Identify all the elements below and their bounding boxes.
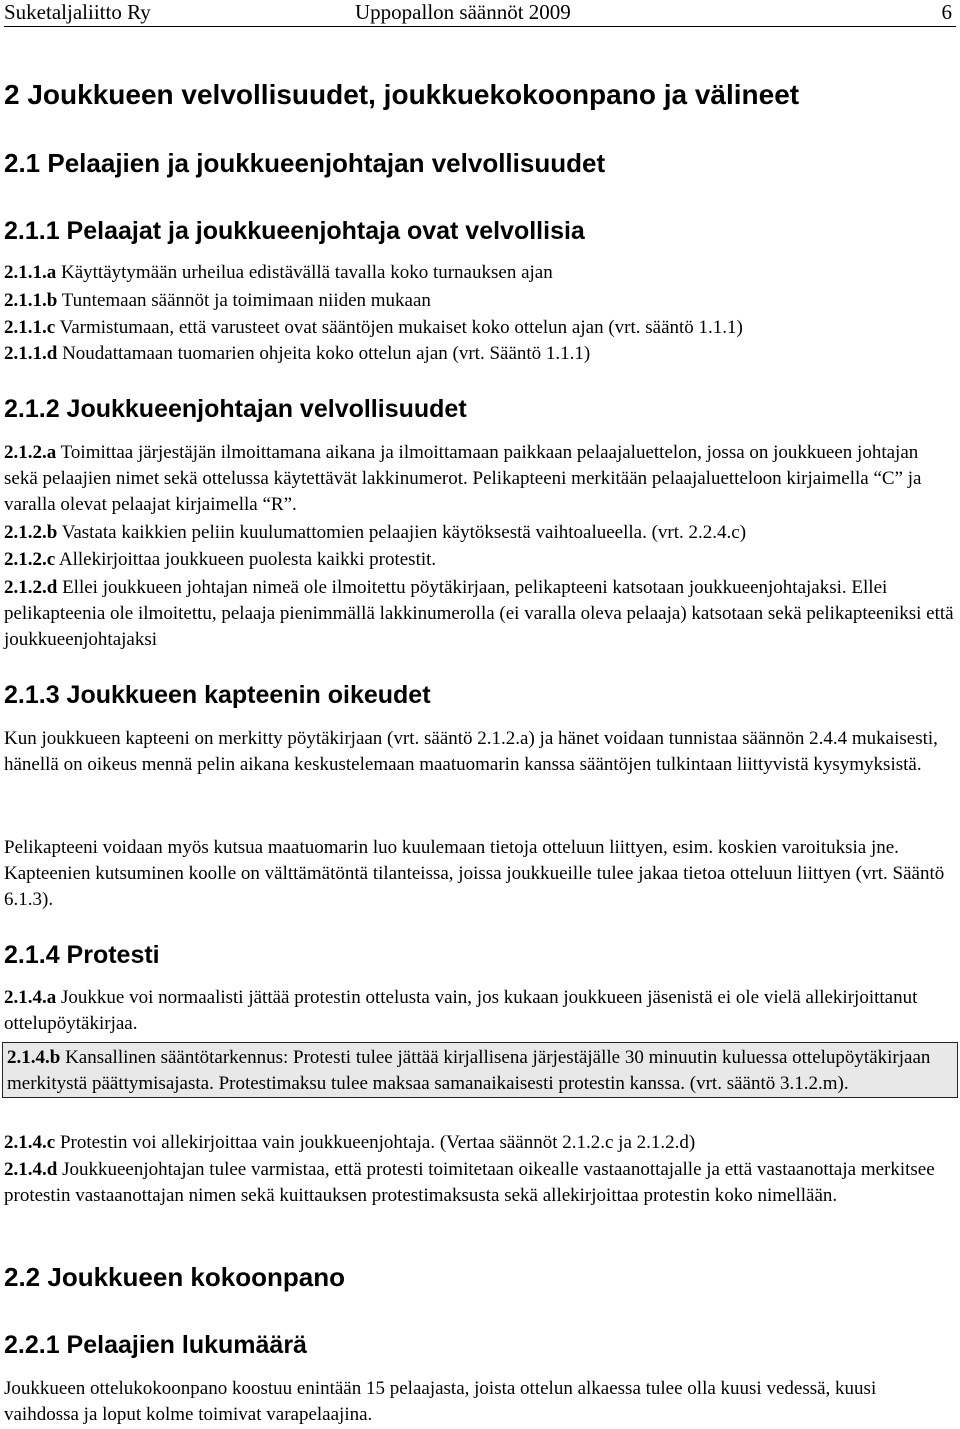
rule-number: 2.1.4.d [4,1159,58,1180]
rule-text: Toimittaa järjestäjän ilmoittamana aikana ja ilmoittamaan paikkaan pelaajaluettelon, jossa on joukkueen johtajan sekä pelaajien nimet sekä ottelussa käytettävät lakkinumerot. Pelikapteeni merkitään pelaajaluetteloon kirjaimella “C” ja varalla olevat pelaajat kirjaimella “R”. [4,442,922,515]
rule-text: Joukkue voi normaalisti jättää protestin ottelusta vain, jos kukaan joukkueen jäsenistä ei ole vielä allekirjoittanut ottelupöytäkirjaa. [4,987,918,1034]
rule-text: Käyttäytymään urheilua edistävällä tavalla koko turnauksen ajan [56,262,553,283]
section-2-1-heading: 2.1 Pelaajien ja joukkueenjohtajan velvollisuudet [4,148,606,178]
paragraph-2-1-3-b: Pelikapteeni voidaan myös kutsua maatuomarin luo kuulemaan tietoja otteluun liittyen, esim. koskien varoituksia jne. Kapteenien kutsuminen koolle on välttämätöntä tilanteissa, joissa joukkueille tulee jakaa tietoa otteluun liittyen (vrt. Sääntö 6.1.3). [4,837,945,910]
rule-number: 2.1.2.d [4,577,58,598]
rule-text: Noudattamaan tuomarien ohjeita koko ottelun ajan (vrt. Sääntö 1.1.1) [57,343,591,364]
rule-2-1-4-d [4,1157,954,1209]
rule-number: 2.1.1.c [4,317,56,338]
section-2-1-4-heading: 2.1.4 Protesti [4,941,160,969]
rule-number: 2.1.1.b [4,290,58,311]
header-title: Uppopallon säännöt 2009 [355,0,571,24]
rule-number: 2.1.1.d [4,343,58,364]
section-2-1-1-heading: 2.1.1 Pelaajat ja joukkueenjohtaja ovat velvollisia [4,217,585,245]
rule-2-1-1-a [4,260,954,286]
rule-text: Allekirjoittaa joukkueen puolesta kaikki protestit. [55,549,437,570]
rule-2-1-2-a [4,440,954,518]
rule-2-1-2-b [4,520,954,546]
rule-text: Ellei joukkueen johtajan nimeä ole ilmoitettu pöytäkirjaan, pelikapteeni katsotaan joukkueenjohtajaksi. Ellei pelikapteenia ole ilmoitettu, pelaaja pienimmällä lakkinumerolla (ei varalla oleva pelaaja) katsotaan sekä pelikapteeniksi että joukkueenjohtajaksi [4,577,954,650]
rule-number: 2.1.2.a [4,442,57,463]
header-page-number: 6 [941,0,952,24]
section-2-1-3-heading: 2.1.3 Joukkueen kapteenin oikeudet [4,681,431,709]
paragraph-2-1-3-a: Kun joukkueen kapteeni on merkitty pöytäkirjaan (vrt. sääntö 2.1.2.a) ja hänet voidaan tunnistaa säännön 2.4.4 mukaisesti, hänellä on oikeus mennä pelin aikana keskustelemaan maatuomarin kanssa sääntöjen tulkintaan liittyvistä kysymyksistä. [4,728,938,775]
rule-text: Protestin voi allekirjoittaa vain joukkueenjohtaja. (Vertaa säännöt 2.1.2.c ja 2.1.2.d) [55,1132,696,1153]
rule-text: Joukkueenjohtajan tulee varmistaa, että protesti toimitetaan oikealle vastaanottajalle ja että vastaanottaja merkitsee protestin vastaanottajan nimen sekä kuittauksen protestimaksusta sekä allekirjoittaa protestin koko nimellään. [4,1159,935,1206]
rule-number: 2.1.4.a [4,987,57,1008]
section-2-2-heading: 2.2 Joukkueen kokoonpano [4,1262,345,1292]
rule-number: 2.1.2.c [4,549,56,570]
rule-text: Vastata kaikkien peliin kuulumattomien pelaajien käytöksestä vaihtoalueella. (vrt. 2.2.4.c) [57,522,747,543]
rule-2-1-2-c [4,547,954,573]
rule-2-1-4-b-national-note [2,1042,958,1098]
section-2-heading: 2 Joukkueen velvollisuudet, joukkuekokoonpano ja välineet [4,79,800,110]
rule-2-1-2-d [4,575,954,653]
section-2-1-2-heading: 2.1.2 Joukkueenjohtajan velvollisuudet [4,395,467,423]
rule-number: 2.1.4.c [4,1132,56,1153]
rule-2-1-4-a [4,985,954,1037]
rule-2-1-1-d [4,341,954,367]
header-org: Suketaljaliitto Ry [4,0,151,24]
rule-text: Tuntemaan säännöt ja toimimaan niiden mukaan [57,290,431,311]
section-2-2-1-heading: 2.2.1 Pelaajien lukumäärä [4,1331,307,1359]
rule-number: 2.1.4.b [7,1047,61,1068]
rule-number: 2.1.2.b [4,522,58,543]
page-header [4,0,956,27]
rule-number: 2.1.1.a [4,262,57,283]
rule-2-1-1-b [4,288,954,314]
rule-text: Kansallinen sääntötarkennus: Protesti tulee jättää kirjallisena järjestäjälle 30 minuutin kuluessa ottelupöytäkirjaan merkitystä päättymisajasta. Protestimaksu tulee maksaa samanaikaisesti protestin kanssa. (vrt. sääntö 3.1.2.m). [7,1047,931,1094]
rule-text: Varmistumaan, että varusteet ovat sääntöjen mukaiset koko ottelun ajan (vrt. sääntö 1.1.1) [55,317,743,338]
rule-2-1-1-c [4,315,954,341]
paragraph-2-2-1: Joukkueen ottelukokoonpano koostuu enintään 15 pelaajasta, joista ottelun alkaessa tulee olla kuusi vedessä, kuusi vaihdossa ja loput kolme toimivat varapelaajina. [4,1378,877,1425]
rule-2-1-4-c [4,1130,954,1156]
